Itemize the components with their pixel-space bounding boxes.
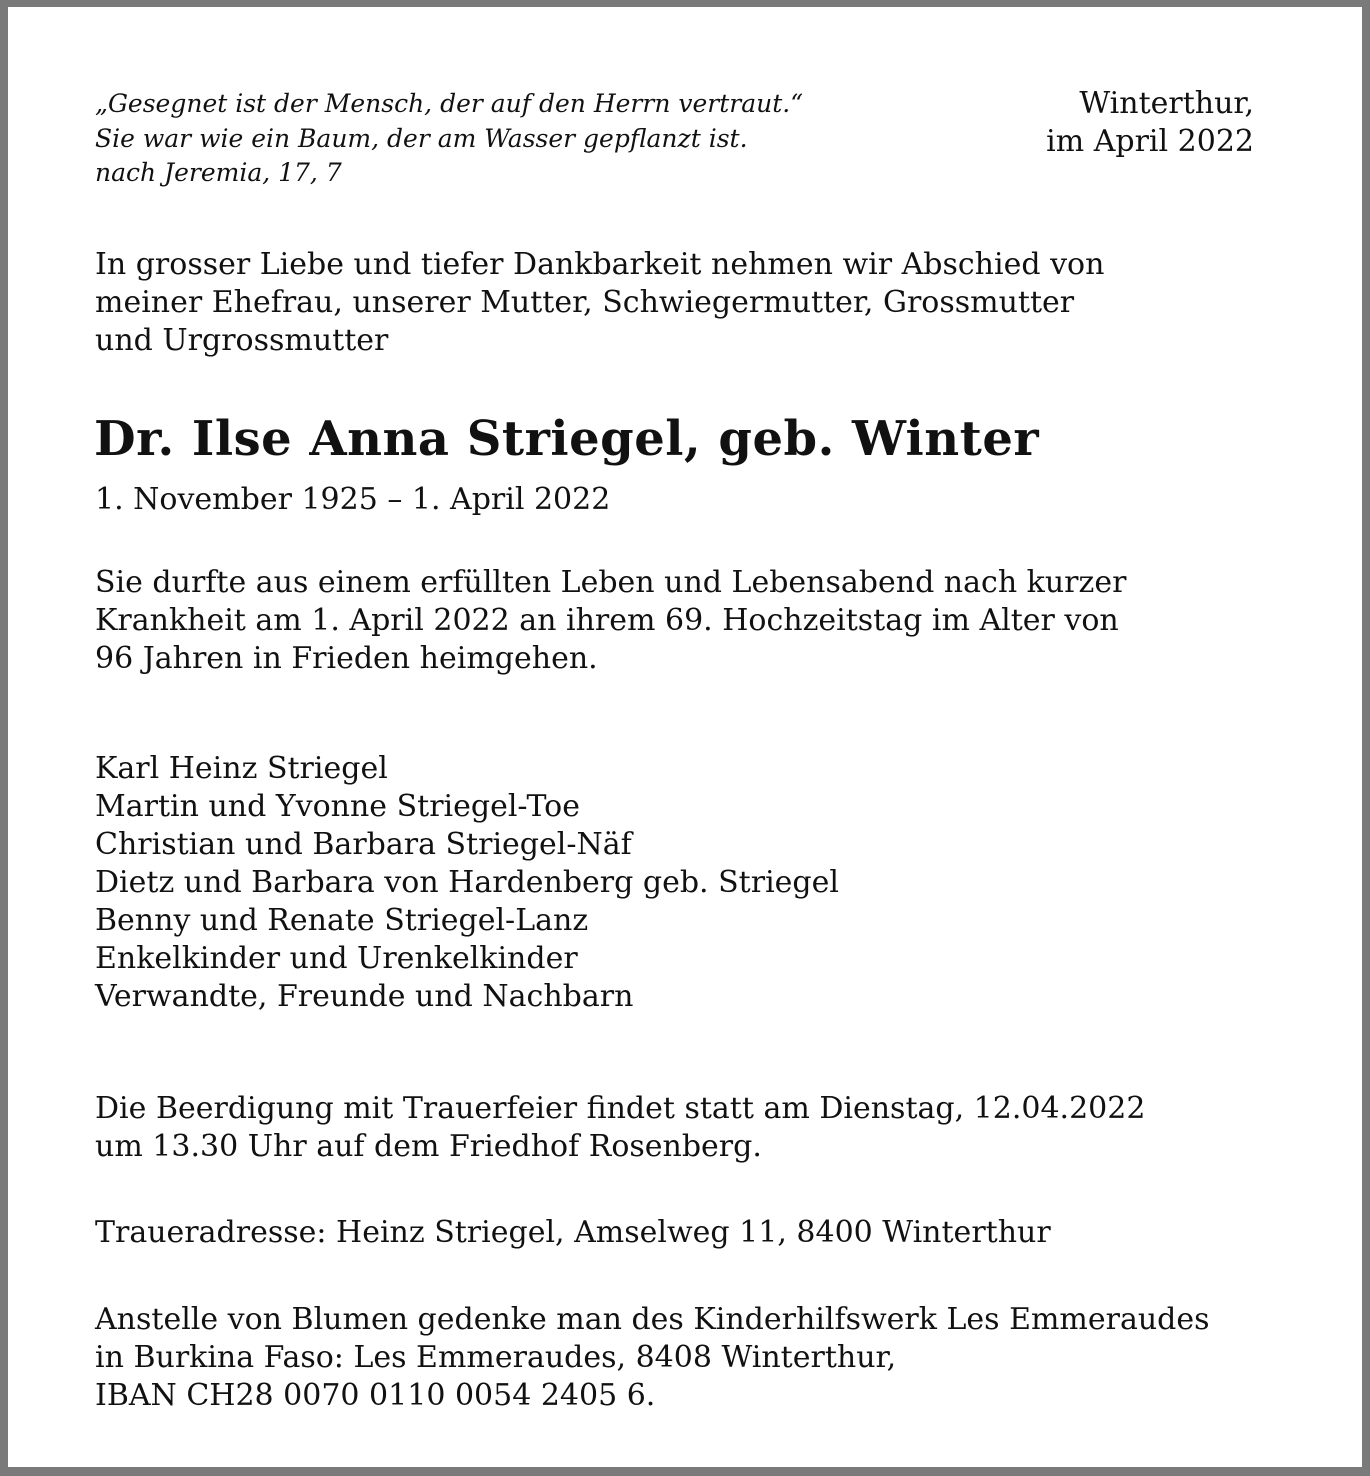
passing-text <box>95 564 1126 678</box>
date: im April 2022 <box>1046 124 1254 159</box>
mourner: Verwandte, Freunde und Nachbarn <box>95 979 634 1014</box>
donation-line: Anstelle von Blumen gedenke man des Kinderhilfswerk Les Emmeraudes <box>95 1302 1210 1337</box>
bible-quote <box>95 87 803 191</box>
quote-line: „Gesegnet ist der Mensch, der auf den Herrn vertraut.“ <box>95 89 804 118</box>
mourner: Dietz und Barbara von Hardenberg geb. Striegel <box>95 865 839 900</box>
quote-source: nach Jeremia, 17, 7 <box>95 158 342 187</box>
passing-line: Krankheit am 1. April 2022 an ihrem 69. Hochzeitstag im Alter von <box>95 603 1119 638</box>
place: Winterthur, <box>1079 86 1254 121</box>
obituary-page <box>8 7 1362 1467</box>
mourner: Karl Heinz Striegel <box>95 751 388 786</box>
donation-iban: IBAN CH28 0070 0110 0054 2405 6. <box>95 1378 656 1413</box>
place-date <box>1046 85 1254 161</box>
intro-text <box>95 246 1104 360</box>
life-dates: 1. November 1925 – 1. April 2022 <box>95 482 611 517</box>
mourner: Benny und Renate Striegel-Lanz <box>95 903 589 938</box>
mourners-list <box>95 750 839 1016</box>
intro-line: In grosser Liebe und tiefer Dankbarkeit nehmen wir Abschied von <box>95 247 1105 282</box>
passing-line: Sie durfte aus einem erfüllten Leben und Lebensabend nach kurzer <box>95 565 1127 600</box>
passing-line: 96 Jahren in Frieden heimgehen. <box>95 641 598 676</box>
deceased-name: Dr. Ilse Anna Striegel, geb. Winter <box>94 411 1040 467</box>
mourner: Martin und Yvonne Striegel-Toe <box>95 789 580 824</box>
mourning-address: Traueradresse: Heinz Striegel, Amselweg 11, 8400 Winterthur <box>95 1215 1051 1250</box>
donation-line: in Burkina Faso: Les Emmeraudes, 8408 Winterthur, <box>95 1340 897 1375</box>
funeral-info <box>95 1090 1145 1166</box>
funeral-line: um 13.30 Uhr auf dem Friedhof Rosenberg. <box>95 1129 762 1164</box>
funeral-line: Die Beerdigung mit Trauerfeier findet statt am Dienstag, 12.04.2022 <box>95 1091 1146 1126</box>
mourner: Enkelkinder und Urenkelkinder <box>95 941 578 976</box>
intro-line: und Urgrossmutter <box>95 323 389 358</box>
quote-line: Sie war wie ein Baum, der am Wasser gepflanzt ist. <box>95 123 748 153</box>
intro-line: meiner Ehefrau, unserer Mutter, Schwiegermutter, Grossmutter <box>95 285 1075 320</box>
mourner: Christian und Barbara Striegel-Näf <box>95 827 632 862</box>
donation-info <box>95 1301 1210 1415</box>
